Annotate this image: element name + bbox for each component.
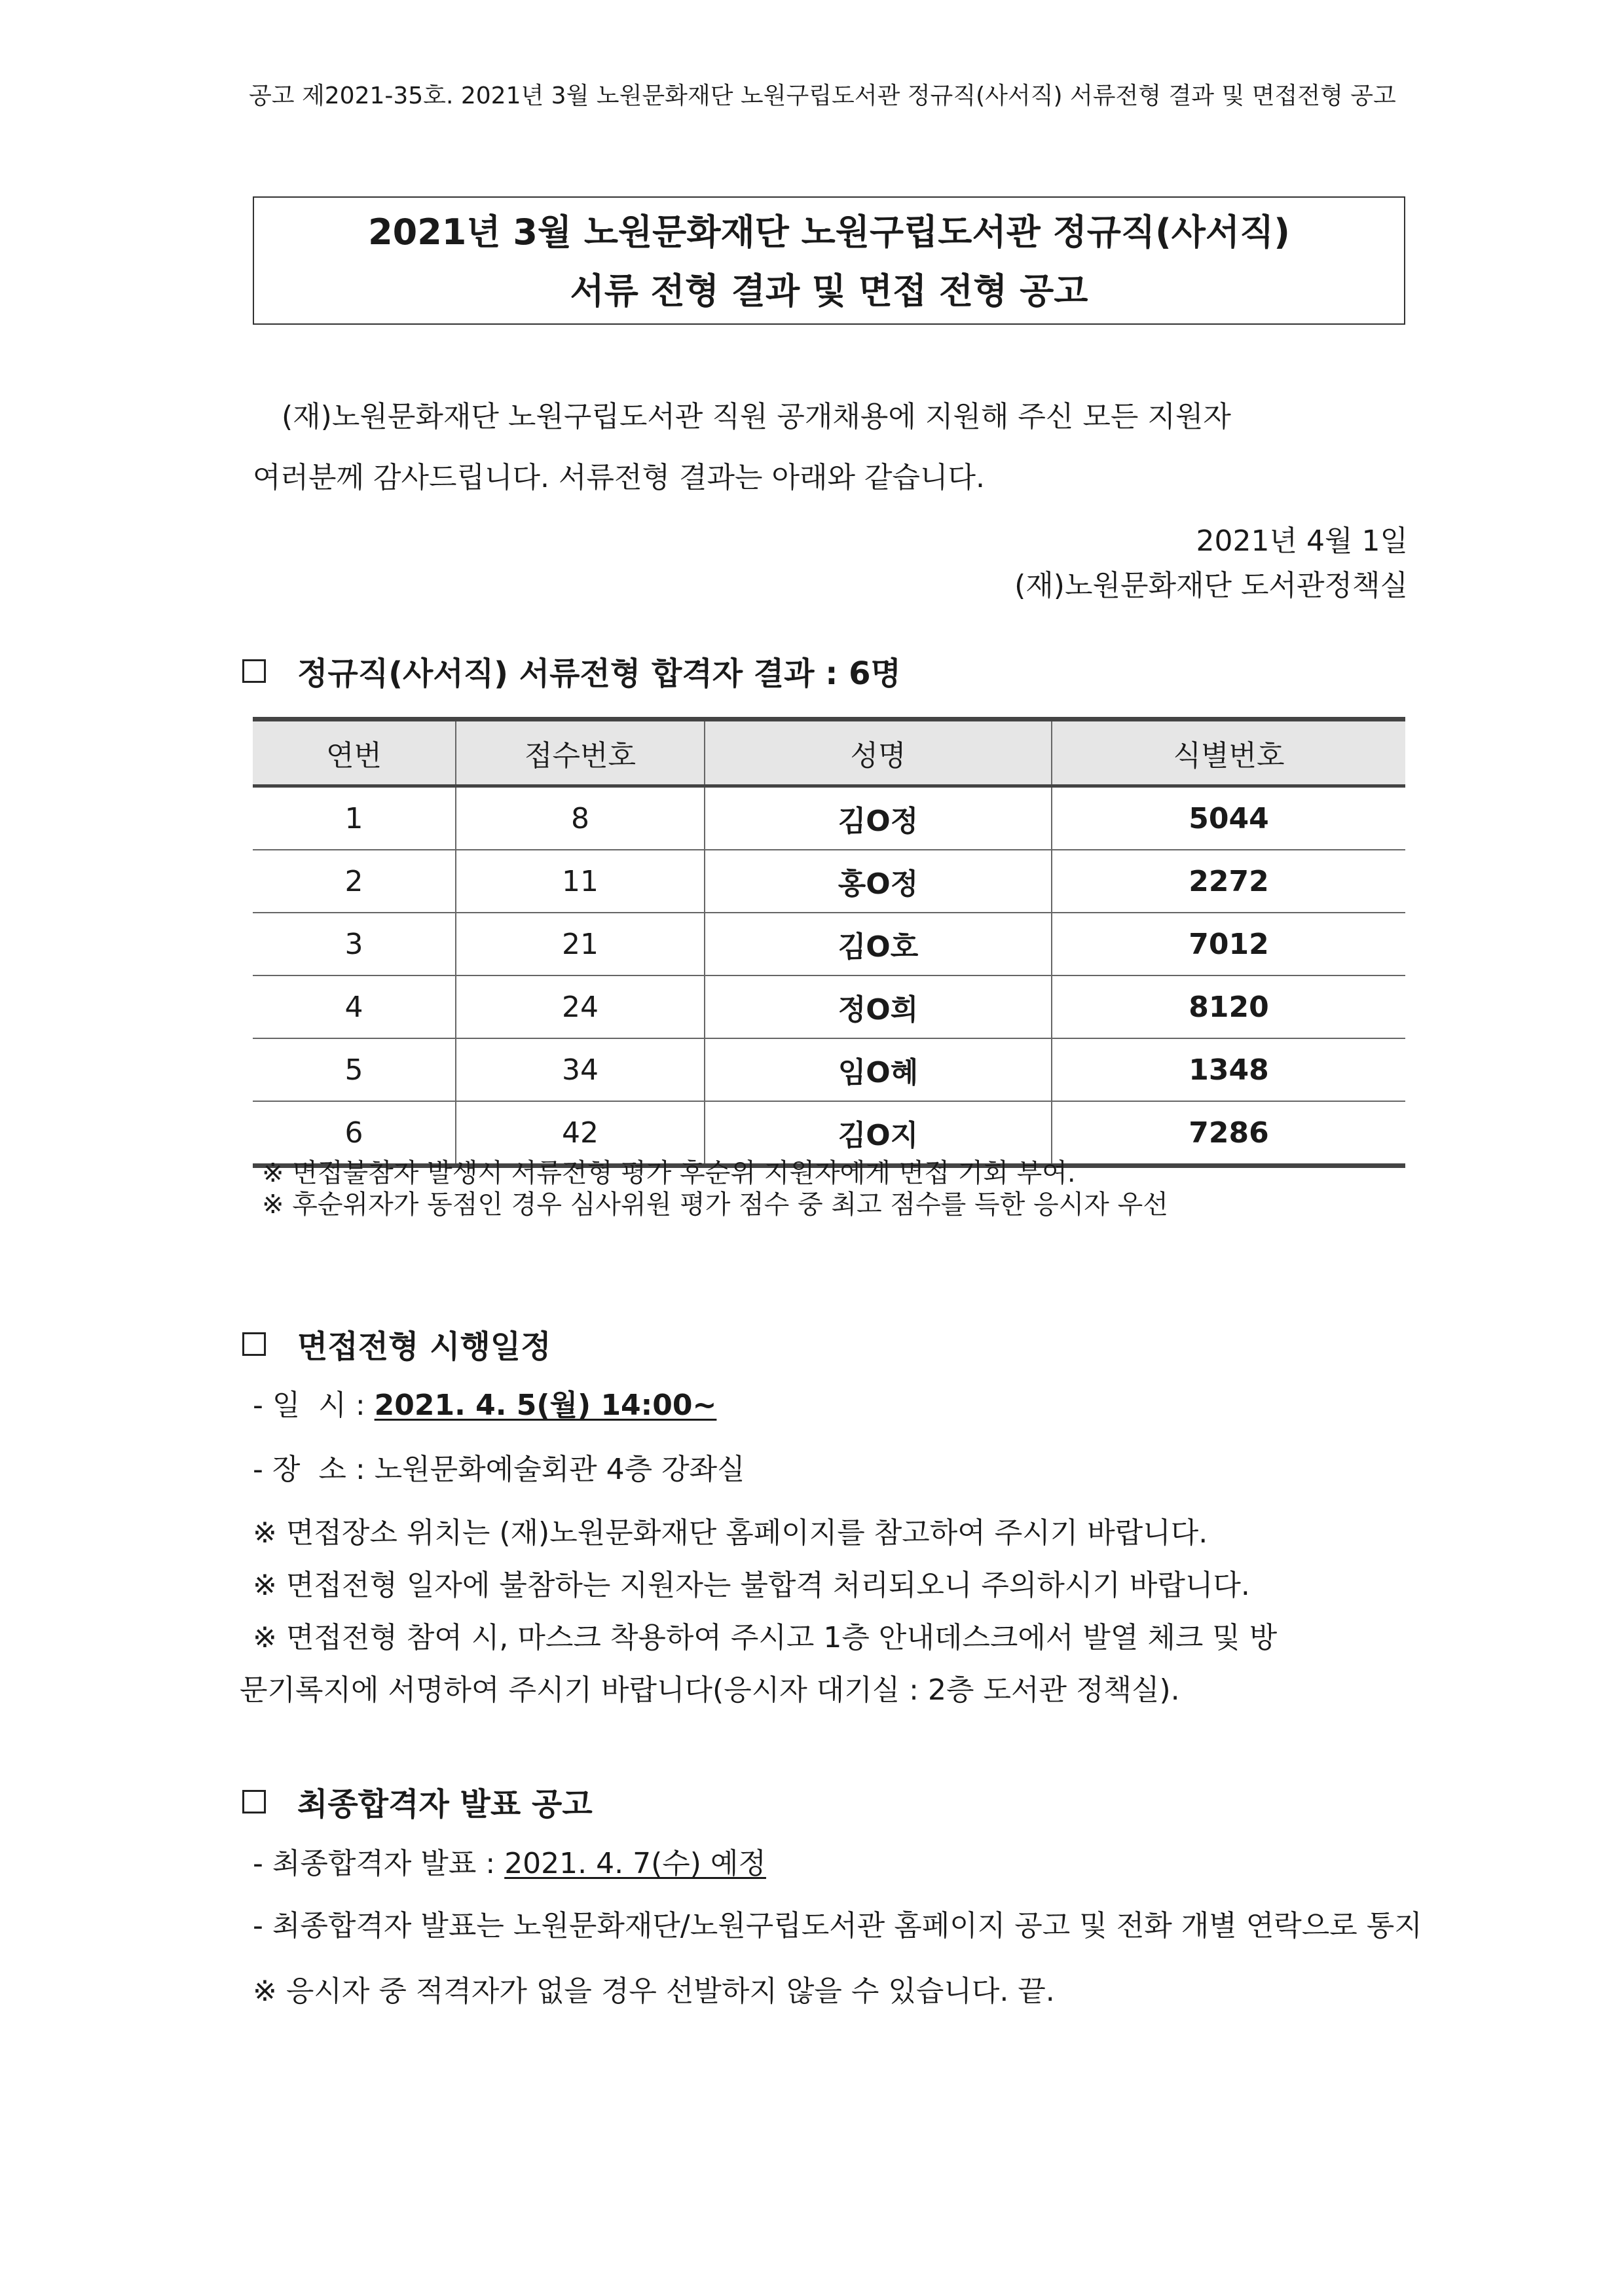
section3-heading-text: 최종합격자 발표 공고 [297,1786,593,1823]
interview-place-line [253,1446,745,1487]
interview-note-1: ※ 면접장소 위치는 (재)노원문화재단 홈페이지를 참고하여 주시기 바랍니다. [253,1516,1208,1550]
table-row [253,1038,1405,1101]
row-number: 6 [253,1101,456,1166]
receipt-number: 21 [456,913,705,975]
final-announcement-method: - 최종합격자 발표는 노원문화재단/노원구립도서관 홈페이지 공고 및 전화 개별 연락으로 통지 [253,1909,1422,1942]
interview-place-label: - 장 소 : [253,1453,375,1486]
interview-place-value: 노원문화예술회관 4층 강좌실 [374,1453,745,1486]
identification-number: 1348 [1052,1038,1405,1101]
section3-heading [242,1779,593,1824]
identification-number: 5044 [1052,786,1405,850]
applicant-name: 홍O정 [705,850,1052,913]
title-line-1: 2021년 3월 노원문화재단 노원구립도서관 정규직(사서직) [368,211,1290,253]
applicant-name: 정O희 [705,975,1052,1038]
table-row [253,850,1405,913]
intro-date: 2021년 4월 1일 [1196,524,1408,558]
document-header: 공고 제2021-35호. 2021년 3월 노원문화재단 노원구립도서관 정규직(사서직) 서류전형 결과 및 면접전형 공고 [249,82,1396,109]
identification-number: 2272 [1052,850,1405,913]
interview-note-2: ※ 면접전형 일자에 불참하는 지원자는 불합격 처리되오니 주의하시기 바랍니다. [253,1569,1250,1602]
final-announcement-date: 2021. 4. 7(수) 예정 [504,1847,766,1880]
column-header: 연번 [253,720,456,786]
receipt-number: 11 [456,850,705,913]
section1-heading-text: 정규직(사서직) 서류전형 합격자 결과 : 6명 [297,655,901,692]
receipt-number: 8 [456,786,705,850]
section2-heading-text: 면접전형 시행일정 [297,1328,551,1365]
final-announcement-label: - 최종합격자 발표 : [253,1847,505,1880]
row-number: 1 [253,786,456,850]
column-header: 성명 [705,720,1052,786]
table-row [253,913,1405,975]
row-number: 5 [253,1038,456,1101]
interview-note-3a: ※ 면접전형 참여 시, 마스크 착용하여 주시고 1층 안내데스크에서 발열 체크 및 방 [253,1621,1278,1654]
final-announcement-line [253,1840,766,1882]
receipt-number: 42 [456,1101,705,1166]
results-table [253,717,1405,1168]
table-note-2: ※ 후순위자가 동점인 경우 심사위원 평가 점수 중 최고 점수를 득한 응시자 우선 [262,1190,1168,1220]
column-header: 접수번호 [456,720,705,786]
identification-number: 8120 [1052,975,1405,1038]
interview-date-label: - 일 시 : [253,1389,375,1422]
interview-date-value: 2021. 4. 5(월) 14:00~ [374,1389,717,1422]
applicant-name: 김O지 [705,1101,1052,1166]
title-line-2: 서류 전형 결과 및 면접 전형 공고 [570,270,1088,312]
table-note-1: ※ 면접불참자 발생시 서류전형 평가 후순위 지원자에게 면접 기회 부여. [262,1158,1076,1188]
intro-line-1: (재)노원문화재단 노원구립도서관 직원 공개채용에 지원해 주신 모든 지원자 [282,400,1231,433]
intro-issuer: (재)노원문화재단 도서관정책실 [1014,569,1408,602]
identification-number: 7012 [1052,913,1405,975]
document-title-box [253,196,1405,325]
checkbox-icon [242,1790,266,1813]
table-row [253,786,1405,850]
applicant-name: 김O정 [705,786,1052,850]
final-closing-note: ※ 응시자 중 적격자가 없을 경우 선발하지 않을 수 있습니다. 끝. [253,1975,1055,2008]
section2-heading [242,1321,551,1366]
interview-date-line [253,1381,716,1423]
row-number: 4 [253,975,456,1038]
row-number: 2 [253,850,456,913]
intro-line-2: 여러분께 감사드립니다. 서류전형 결과는 아래와 같습니다. [253,461,985,494]
applicant-name: 임O혜 [705,1038,1052,1101]
interview-note-3b: 문기록지에 서명하여 주시기 바랍니다(응시자 대기실 : 2층 도서관 정책실). [240,1673,1180,1707]
table-header-row [253,720,1405,786]
receipt-number: 34 [456,1038,705,1101]
receipt-number: 24 [456,975,705,1038]
section1-heading [242,648,901,693]
checkbox-icon [242,1332,266,1356]
row-number: 3 [253,913,456,975]
applicant-name: 김O호 [705,913,1052,975]
table-row [253,975,1405,1038]
checkbox-icon [242,659,266,683]
column-header: 식별번호 [1052,720,1405,786]
identification-number: 7286 [1052,1101,1405,1166]
